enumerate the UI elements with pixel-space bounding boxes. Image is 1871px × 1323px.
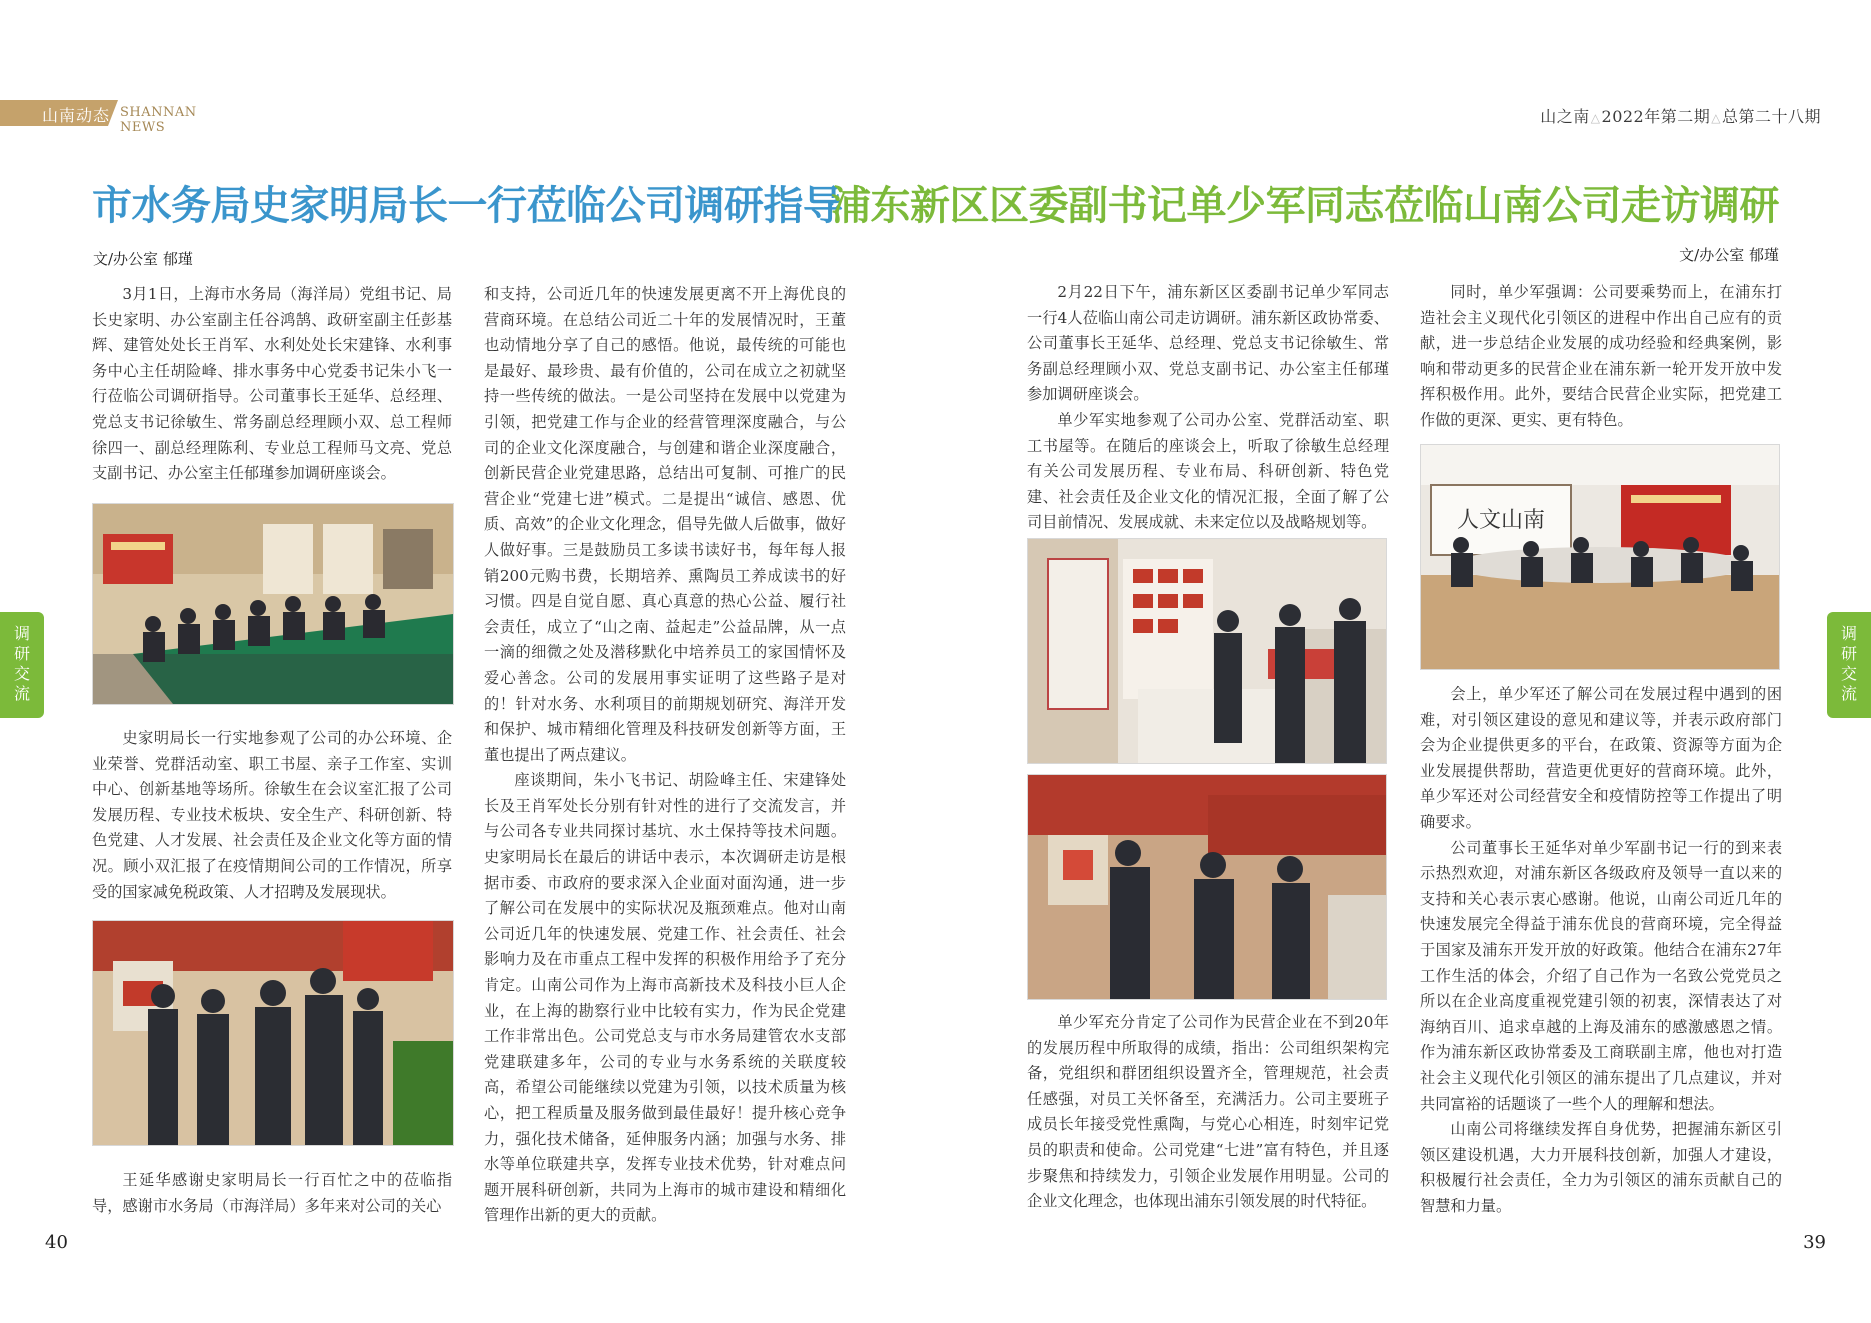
right-col3-block2 — [1027, 1010, 1389, 1215]
office-visit-photo — [1027, 538, 1387, 764]
right-col4-block1 — [1420, 280, 1782, 434]
meeting-photo — [92, 503, 454, 705]
issue-header — [1540, 104, 1821, 127]
left-article-title: 市水务局史家明局长一行莅临公司调研指导 — [92, 183, 843, 229]
side-tab-char: 调 — [13, 624, 30, 643]
left-col1-block1 — [92, 282, 452, 487]
right-col3-block1 — [1027, 280, 1389, 536]
svg-text:人文山南: 人文山南 — [1456, 508, 1546, 533]
section-side-tab-left — [0, 612, 44, 718]
paragraph: 和支持，公司近几年的快速发展更离不开上海优良的营商环境。在总结公司近二十年的发展情况时，王董也动情地分享了自己的感悟。他说，最传统的可能也是最好、最珍贵、最有价值的，公司在成立之初就坚持一些传统的做法。一是公司坚持在发展中以党建为引领，把党建工作与企业的经营管理深度融合，与公司的企业文化深度融合，与创建和谐企业深度融合，创新民营企业党建思路，总结出可复制、可推广的民营企业“党建七进”模式。二是提出“诚信、感恩、优质、高效”的企业文化理念，倡导先做人后做事，做好人做好事。三是鼓励员工多读书读好书，每年每人报销200元购书费，长期培养、熏陶员工养成读书的好习惯。四是自觉自愿、真心真意的热心公益、履行社会责任，成立了“山之南、益起走”公益品牌，从一点一滴的细微之处及潜移默化中培养员工的家国情怀及爱心善念。公司的发展用事实证明了这些路子是对的！针对水务、水利项目的前期规划研究、海洋开发和保护、城市精细化管理及科技研发创新等方面，王董也提出了两点建议。 — [484, 285, 846, 764]
left-col2-block — [484, 282, 846, 1229]
page-number-right: 39 — [1803, 1232, 1826, 1253]
tour-photo — [92, 920, 454, 1146]
paragraph: 会上，单少军还了解公司在发展过程中遇到的困难，对引领区建设的意见和建议等，并表示政府部门会为企业提供更多的平台，在政策、资源等方面为企业发展提供帮助，营造更优更好的营商环境。此外，单少军还对公司经营安全和疫情防控等工作提出了明确要求。 — [1420, 685, 1782, 831]
paragraph: 单少军充分肯定了公司作为民营企业在不到20年的发展历程中所取得的成绩，指出：公司组织架构完备，党组织和群团组织设置齐全，管理规范，社会责任感强，对员工关怀备至，充满活力。公司主要班子成员长年接受党性熏陶，与党心心相连，时刻牢记党员的职责和使命。公司党建“七进”富有特色，并且逐步聚焦和持续发力，引领企业发展作用明显。公司的企业文化理念，也体现出浦东引领发展的时代特征。 — [1027, 1013, 1389, 1211]
conference-photo — [1420, 444, 1780, 670]
total-issue-label: 总第二十八期 — [1721, 107, 1821, 126]
paragraph: 单少军实地参观了公司办公室、党群活动室、职工书屋等。在随后的座谈会上，听取了徐敏生总经理有关公司发展历程、专业布局、科研创新、特色党建、社会责任及企业文化的情况汇报，全面了解了公司目前情况、发展成就、未来定位以及战略规划等。 — [1027, 410, 1389, 532]
paragraph: 3月1日，上海市水务局（海洋局）党组书记、局长史家明、办公室副主任谷鸿鹄、政研室副主任彭基辉、建管处处长王肖军、水利处处长宋建锋、水利事务中心主任胡险峰、排水事务中心党委书记朱小飞一行莅临公司调研指导。公司董事长王延华、总经理、党总支书记徐敏生、常务副总经理顾小双、总工程师徐四一、副总经理陈利、专业总工程师马文亮、党总支副书记、办公室主任郁瑾参加调研座谈会。 — [92, 285, 452, 483]
exhibit-visit-photo — [1027, 774, 1387, 1000]
paragraph: 史家明局长一行实地参观了公司的办公环境、企业荣誉、党群活动室、职工书屋、亲子工作室、实训中心、创新基地等场所。徐敏生在会议室汇报了公司发展历程、专业技术板块、安全生产、科研创新、特色党建、人才发展、社会责任及企业文化等方面的情况。顾小双汇报了在疫情期间公司的工作情况，所享受的国家减免税政策、人才招聘及发展现状。 — [92, 729, 452, 901]
side-tab-char: 调 — [1840, 624, 1857, 643]
paragraph: 座谈期间，朱小飞书记、胡险峰主任、宋建锋处长及王肖军处长分别有针对性的进行了交流发言，并与公司各专业共同探讨基坑、水土保持等技术问题。史家明局长在最后的讲话中表示，本次调研走访是根据市委、市政府的要求深入企业面对面沟通，进一步了解公司在发展中的实际状况及瓶颈难点。他对山南公司近几年的快速发展、党建工作、社会责任、社会影响力及在市重点工程中发挥的积极作用给予了充分肯定。山南公司作为上海市高新技术及科技小巨人企业，在上海的勘察行业中比较有实力，作为民企党建工作非常出色。公司党总支与市水务局建管农水支部党建联建多年，公司的专业与水务系统的关联度较高，希望公司能继续以党建为引领，以技术质量为核心，把工程质量及服务做到最佳最好！提升核心竞争力，强化技术储备，延伸服务内涵；加强与水务、排水等单位联建共享，发挥专业技术优势，针对难点问题开展科研创新，共同为上海市的城市建设和精细化管理作出新的更大的贡献。 — [484, 771, 846, 1225]
side-tab-char: 流 — [13, 684, 30, 703]
section-header — [0, 100, 215, 135]
side-tab-char: 研 — [1840, 644, 1857, 663]
paragraph: 王延华感谢史家明局长一行百忙之中的莅临指导，感谢市水务局（市海洋局）多年来对公司的关心 — [92, 1171, 452, 1215]
side-tab-char: 研 — [13, 644, 30, 663]
issue-label: 2022年第二期 — [1601, 107, 1711, 126]
left-col1-block2 — [92, 726, 452, 905]
right-article-title: 浦东新区区委副书记单少军同志莅临山南公司走访调研 — [831, 183, 1779, 229]
right-article-byline: 文/办公室 郁瑾 — [1679, 246, 1779, 264]
paragraph: 2月22日下午，浦东新区区委副书记单少军同志一行4人莅临山南公司走访调研。浦东新区政协常委、公司董事长王延华、总经理、党总支书记徐敏生、常务副总经理顾小双、党总支副书记、办公室主任郁瑾参加调研座谈会。 — [1027, 283, 1389, 404]
paragraph: 山南公司将继续发挥自身优势，把握浦东新区引领区建设机遇，大力开展科技创新，加强人才建设，积极履行社会责任，全力为引领区的浦东贡献自己的智慧和力量。 — [1420, 1120, 1782, 1215]
side-tab-char: 交 — [1840, 664, 1857, 683]
page-number-left: 40 — [45, 1232, 68, 1253]
triangle-icon: △ — [1711, 111, 1721, 125]
paragraph: 同时，单少军强调：公司要乘势而上，在浦东打造社会主义现代化引领区的进程中作出自己应有的贡献，进一步总结企业发展的成功经验和经典案例，影响和带动更多的民营企业在浦东新一轮开发开放中发挥积极作用。此外，要结合民营企业实际，把党建工作做的更深、更实、更有特色。 — [1420, 283, 1782, 429]
section-name-en: SHANNAN NEWS — [120, 105, 197, 135]
section-name-cn: 山南动态 — [42, 106, 111, 125]
side-tab-char: 流 — [1840, 684, 1857, 703]
journal-name: 山之南 — [1540, 107, 1590, 126]
left-col1-block3 — [92, 1168, 452, 1219]
right-col4-block2 — [1420, 682, 1782, 1219]
side-tab-char: 交 — [13, 664, 30, 683]
triangle-icon: △ — [1590, 111, 1601, 125]
paragraph: 公司董事长王延华对单少军副书记一行的到来表示热烈欢迎，对浦东新区各级政府及领导一直以来的支持和关心表示衷心感谢。他说，山南公司近几年的快速发展完全得益于浦东优良的营商环境，完全得益于国家及浦东开发开放的好政策。他结合在浦东27年工作生活的体会，介绍了自己作为一名致公党党员之所以在企业高度重视党建引领的初衷，深情表达了对海纳百川、追求卓越的上海及浦东的感激感恩之情。作为浦东新区政协常委及工商联副主席，他也对打造社会主义现代化引领区的浦东提出了几点建议，并对共同富裕的话题谈了一些个人的理解和想法。 — [1420, 838, 1782, 1113]
section-side-tab-right — [1827, 612, 1871, 718]
left-article-byline: 文/办公室 郁瑾 — [93, 250, 193, 268]
